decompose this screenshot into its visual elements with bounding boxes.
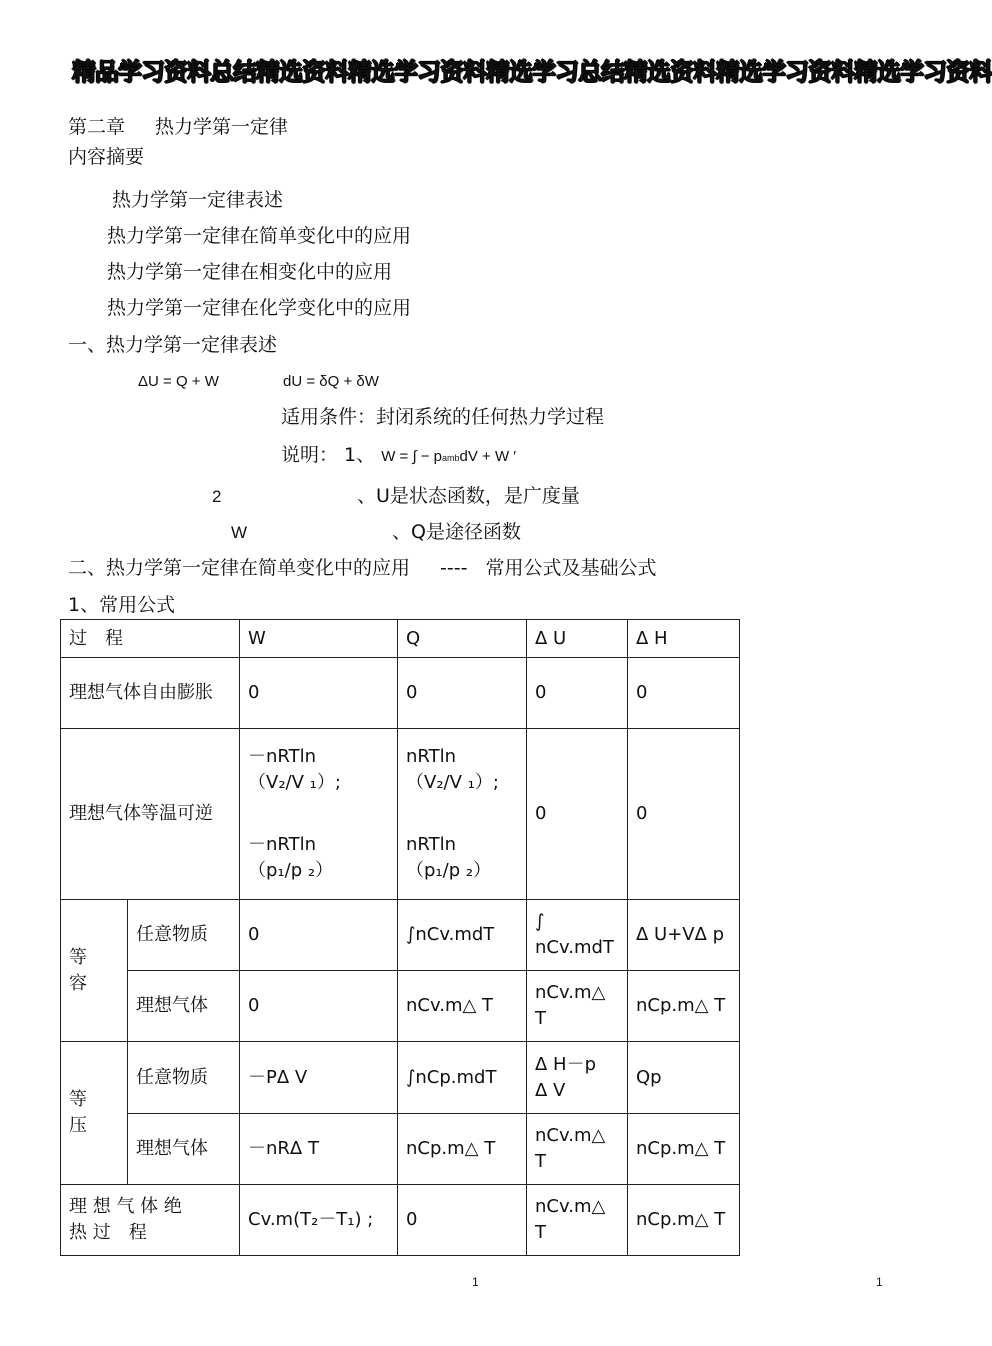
cell-line: Δ V xyxy=(535,1079,566,1101)
cell-line: nCv.m△ xyxy=(535,1196,606,1217)
work-formula-pre: W = ∫ − p xyxy=(381,448,442,465)
cell-line: （p₁/p ₂） xyxy=(406,860,492,881)
note-2-number: 2 xyxy=(212,487,222,506)
cell-w: 0 xyxy=(240,971,398,1042)
first-law-differential-formula: dU = δQ + δW xyxy=(283,373,379,390)
common-formulas-table xyxy=(60,619,740,1256)
row-label xyxy=(61,1185,240,1256)
cell-dh: Qp xyxy=(628,1042,740,1114)
chapter-number: 第二章 xyxy=(68,116,126,138)
cell-dh: nCp.m△ T xyxy=(628,1185,740,1256)
cell-line: 热 过 程 xyxy=(69,1222,147,1243)
cell-line: Δ H－p xyxy=(535,1053,596,1075)
row-label: 理想气体 xyxy=(128,1114,240,1185)
cell-w: 0 xyxy=(240,900,398,971)
row-label: 任意物质 xyxy=(128,1042,240,1114)
cell-line: nRTln xyxy=(406,834,457,855)
cell-q: nCp.m△ T xyxy=(398,1114,527,1185)
table-row xyxy=(61,900,740,971)
table-row xyxy=(61,1114,740,1185)
cell-w: －nRΔ T xyxy=(240,1114,398,1185)
cell-line: （p₁/p ₂） xyxy=(248,860,334,881)
note-label: 说明： 1、 xyxy=(281,444,376,466)
cell-line: nRTln xyxy=(406,746,457,767)
header-q: Q xyxy=(398,620,527,658)
cell-line: nCv.m△ xyxy=(535,1125,606,1146)
header-w: W xyxy=(240,620,398,658)
cell-line: T xyxy=(535,1008,546,1029)
cell-q xyxy=(398,729,527,900)
page-number-right: 1 xyxy=(876,1275,883,1289)
cell-line: 理 想 气 体 绝 xyxy=(69,1196,182,1217)
header-dh: Δ H xyxy=(628,620,740,658)
cell-w: 0 xyxy=(240,658,398,729)
note-1 xyxy=(281,444,516,467)
cell-w xyxy=(240,729,398,900)
cell-w: Cv.m(T₂－T₁) ; xyxy=(240,1185,398,1256)
cell-du xyxy=(527,1114,628,1185)
note-2-text: 、U是状态函数，是广度量 xyxy=(357,485,580,507)
section-2-subheading: 1、常用公式 xyxy=(68,594,176,616)
cell-du xyxy=(527,900,628,971)
table-row xyxy=(61,971,740,1042)
row-label: 理想气体等温可逆 xyxy=(61,729,240,900)
cell-line: （V₂/V ₁）; xyxy=(406,772,499,793)
cell-line: －nRTln xyxy=(248,834,317,855)
row-label: 任意物质 xyxy=(128,900,240,971)
summary-heading: 内容摘要 xyxy=(68,146,145,168)
group-text: 等容 xyxy=(69,946,87,994)
cell-du: 0 xyxy=(527,729,628,900)
table-row xyxy=(61,1042,740,1114)
work-formula xyxy=(381,448,516,465)
cell-du: 0 xyxy=(527,658,628,729)
work-formula-post: dV + W ′ xyxy=(459,448,517,465)
note-3-text: 、Q是途径函数 xyxy=(392,521,521,543)
chapter-title xyxy=(68,116,288,138)
group-label-isochoric xyxy=(61,900,128,1042)
cell-du xyxy=(527,1185,628,1256)
cell-q: 0 xyxy=(398,1185,527,1256)
table-row xyxy=(61,729,740,900)
cell-line: nCv.mdT xyxy=(535,937,614,958)
cell-q: 0 xyxy=(398,658,527,729)
table-row xyxy=(61,1185,740,1256)
summary-item: 热力学第一定律在化学变化中的应用 xyxy=(107,297,412,319)
chapter-name: 热力学第一定律 xyxy=(155,116,289,138)
cell-q: nCv.m△ T xyxy=(398,971,527,1042)
cell-dh: 0 xyxy=(628,729,740,900)
page-number-center: 1 xyxy=(472,1275,479,1289)
summary-item: 热力学第一定律表述 xyxy=(112,189,284,211)
section-2-dash: ---- xyxy=(440,557,468,579)
header-banner: 精品学习资料总结精选资料精选学习资料精选学习总结精选资料精选学习资料精选学习资料 xyxy=(72,58,992,86)
row-label: 理想气体自由膨胀 xyxy=(61,658,240,729)
work-formula-subscript: amb xyxy=(442,453,460,463)
note-3-number: W xyxy=(231,523,248,542)
row-label: 理想气体 xyxy=(128,971,240,1042)
applicability-condition: 适用条件：封闭系统的任何热力学过程 xyxy=(281,406,605,428)
summary-item: 热力学第一定律在相变化中的应用 xyxy=(107,261,393,283)
first-law-formula: ΔU = Q + W xyxy=(138,373,219,390)
section-2-title: 二、热力学第一定律在简单变化中的应用 xyxy=(68,557,411,579)
group-label-isobaric xyxy=(61,1042,128,1185)
header-process: 过 程 xyxy=(61,620,240,658)
cell-line: T xyxy=(535,1222,546,1243)
cell-q: ∫nCp.mdT xyxy=(398,1042,527,1114)
section-1-heading: 一、热力学第一定律表述 xyxy=(68,334,278,356)
cell-dh: nCp.m△ T xyxy=(628,1114,740,1185)
cell-line: T xyxy=(535,1151,546,1172)
cell-dh: Δ U+VΔ p xyxy=(628,900,740,971)
cell-line: ∫ xyxy=(535,911,545,932)
cell-du xyxy=(527,971,628,1042)
cell-line: nCv.m△ xyxy=(535,982,606,1003)
section-2-heading xyxy=(68,557,656,579)
group-text: 等压 xyxy=(69,1089,87,1136)
cell-line: －nRTln xyxy=(248,746,317,767)
cell-dh: nCp.m△ T xyxy=(628,971,740,1042)
cell-w: －PΔ V xyxy=(240,1042,398,1114)
cell-line: （V₂/V ₁）; xyxy=(248,772,341,793)
summary-item: 热力学第一定律在简单变化中的应用 xyxy=(107,225,412,247)
table-header-row xyxy=(61,620,740,658)
cell-dh: 0 xyxy=(628,658,740,729)
cell-q: ∫nCv.mdT xyxy=(398,900,527,971)
section-2-subtitle: 常用公式及基础公式 xyxy=(485,557,657,579)
header-du: Δ U xyxy=(527,620,628,658)
cell-du xyxy=(527,1042,628,1114)
table-row xyxy=(61,658,740,729)
